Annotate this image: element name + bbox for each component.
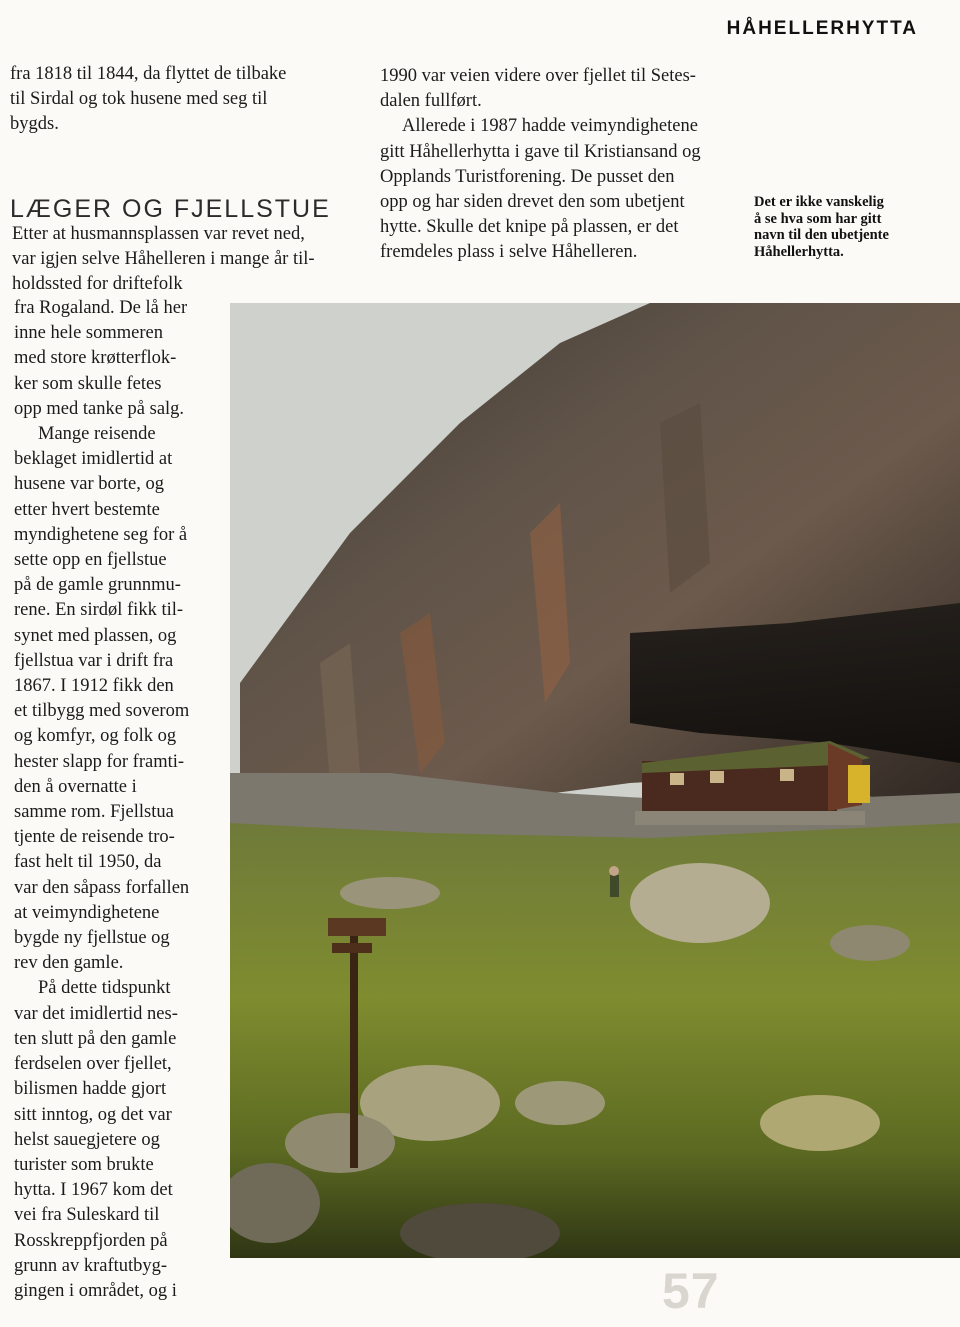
text-line: bygde ny fjellstue og	[14, 928, 170, 949]
left-column-body	[12, 222, 352, 298]
text-line: bygds.	[10, 114, 59, 135]
text-line: etter hvert bestemte	[14, 499, 160, 520]
text-line: rev den gamle.	[14, 953, 124, 974]
paragraph-1	[14, 296, 229, 422]
caption-line: Det er ikke vanskelig	[754, 194, 884, 210]
text-line: hytte. Skulle det knipe på plassen, er det	[380, 217, 679, 238]
text-line: vei fra Suleskard til	[14, 1205, 160, 1226]
text-line: hytta. I 1967 kom det	[14, 1180, 173, 1201]
text-line: myndighetene seg for å	[14, 524, 188, 545]
page-number: 57	[662, 1263, 720, 1319]
text-line: rene. En sirdøl fikk til-	[14, 600, 184, 621]
text-line: holdssted for driftefolk	[12, 274, 183, 295]
text-line: fremdeles plass i selve Håhelleren.	[380, 242, 638, 263]
caption-line: Håhellerhytta.	[754, 243, 844, 260]
text-line: var det imidlertid nes-	[14, 1003, 178, 1024]
paragraph-2	[14, 422, 229, 976]
text-line: at veimyndighetene	[14, 902, 160, 923]
left-column-narrow	[14, 296, 229, 1304]
middle-column	[380, 64, 740, 266]
text-line: den å overnatte i	[14, 776, 137, 797]
text-line: tjente de reisende tro-	[14, 827, 175, 848]
text-line: fjellstua var i drift fra	[14, 650, 174, 671]
text-line: med store krøtterflok-	[14, 348, 177, 369]
text-line: Mange reisende	[38, 424, 156, 445]
text-line: opp og har siden drevet den som ubetjent	[380, 192, 685, 213]
caption-line: å se hva som har gitt	[754, 210, 882, 227]
text-line: til Sirdal og tok husene med seg til	[10, 89, 268, 110]
caption-line: navn til den ubetjente	[754, 227, 889, 243]
text-line: opp med tanke på salg.	[14, 398, 185, 419]
text-line: husene var borte, og	[14, 474, 165, 495]
text-line: på de gamle grunnmu-	[14, 575, 181, 596]
running-head: HÅHELLERHYTTA	[726, 18, 918, 39]
photo-mountain-hut	[230, 303, 960, 1258]
text-line: gingen i området, og i	[14, 1280, 177, 1301]
section-heading: LÆGER OG FJELLSTUE	[10, 194, 331, 223]
text-line: var igjen selve Håhelleren i mange år til-	[12, 249, 315, 270]
text-line: gitt Håhellerhytta i gave til Kristiansand og	[380, 141, 701, 162]
text-line: beklaget imidlertid at	[14, 449, 173, 470]
text-line: sette opp en fjellstue	[14, 550, 167, 571]
text-line: 1867. I 1912 fikk den	[14, 676, 174, 697]
text-line: 1990 var veien videre over fjellet til Setes-	[380, 66, 696, 86]
text-line: Etter at husmannsplassen var revet ned,	[12, 224, 305, 244]
left-column-top	[10, 62, 350, 138]
text-line: ten slutt på den gamle	[14, 1028, 177, 1049]
text-line: På dette tidspunkt	[38, 978, 171, 999]
text-line: helst sauegjetere og	[14, 1129, 160, 1150]
text-line: og komfyr, og folk og	[14, 726, 177, 747]
text-line: dalen fullført.	[380, 91, 482, 112]
text-line: sitt inntog, og det var	[14, 1104, 172, 1125]
text-line: fra Rogaland. De lå her	[14, 298, 188, 318]
text-line: samme rom. Fjellstua	[14, 802, 174, 823]
text-line: synet med plassen, og	[14, 625, 177, 646]
text-line: fast helt til 1950, da	[14, 852, 162, 873]
text-line: turister som brukte	[14, 1154, 154, 1175]
text-line: var den såpass forfallen	[14, 877, 190, 898]
text-line: hester slapp for framti-	[14, 751, 185, 772]
text-line: fra 1818 til 1844, da flyttet de tilbake	[10, 64, 287, 84]
text-line: et tilbygg med soverom	[14, 701, 190, 722]
text-line: ker som skulle fetes	[14, 373, 162, 394]
text-line: Rosskreppfjorden på	[14, 1230, 168, 1251]
paragraph-3	[14, 976, 229, 1304]
text-line: bilismen hadde gjort	[14, 1079, 167, 1100]
text-line: grunn av kraftutbyg-	[14, 1255, 168, 1276]
text-line: inne hele sommeren	[14, 323, 163, 344]
photo-caption	[754, 194, 950, 260]
text-line: ferdselen over fjellet,	[14, 1054, 172, 1075]
text-line: Allerede i 1987 hadde veimyndighetene	[402, 116, 698, 137]
text-line: Opplands Turistforening. De pusset den	[380, 166, 675, 187]
